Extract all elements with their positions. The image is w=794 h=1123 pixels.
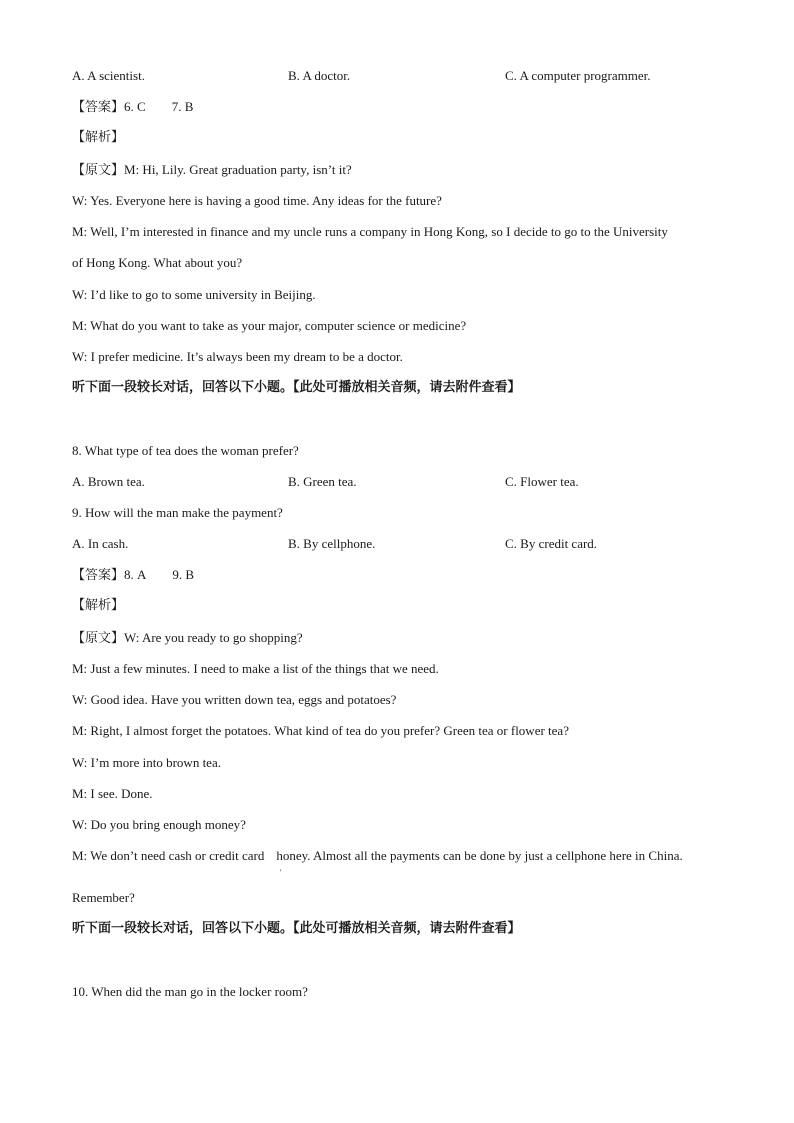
transcript-line: M: I see. Done. (72, 786, 153, 801)
answer-tag: 【答案】 (72, 568, 125, 583)
question-8: 8. What type of tea does the woman prefer? (72, 443, 299, 458)
answer-line-2 (72, 567, 194, 584)
q9-option-c: C. By credit card. (505, 536, 598, 551)
transcript-line (72, 848, 683, 864)
question-10: 10. When did the man go in the locker room? (72, 984, 308, 999)
transcript-tag: 【原文】 (72, 163, 125, 178)
transcript-line: W: Do you bring enough money? (72, 817, 246, 832)
analysis-tag: 【解析】 (72, 130, 125, 145)
q7-option-a: A. A scientist. (72, 68, 145, 83)
stray-mark: ' (280, 868, 282, 877)
answer-q9: 9. B (172, 567, 195, 582)
transcript-line: W: I prefer medicine. It’s always been my dream to be a doctor. (72, 349, 403, 364)
transcript-line: M: What do you want to take as your major, computer science or medicine? (72, 318, 467, 333)
transcript-line: M: Well, I’m interested in finance and my uncle runs a company in Hong Kong, so I decide to go to the University (72, 224, 668, 239)
listening-instruction: 听下面一段较长对话，回答以下小题。【此处可播放相关音频，请去附件查看】 (72, 380, 521, 395)
answer-q8: 8. A (124, 567, 147, 582)
q7-option-c: C. A computer programmer. (505, 68, 651, 83)
transcript-line: Remember? (72, 890, 135, 905)
q8-option-a: A. Brown tea. (72, 474, 145, 489)
transcript-line: W: Good idea. Have you written down tea, eggs and potatoes? (72, 692, 397, 707)
q9-option-a: A. In cash. (72, 536, 129, 551)
transcript-text: W: Are you ready to go shopping? (124, 630, 303, 645)
q9-option-b: B. By cellphone. (288, 536, 376, 551)
question-9: 9. How will the man make the payment? (72, 505, 283, 520)
transcript-line (72, 162, 352, 179)
transcript-text: M: Hi, Lily. Great graduation party, isn’t it? (124, 162, 352, 177)
answer-q7: 7. B (171, 99, 194, 114)
transcript-line: M: Just a few minutes. I need to make a list of the things that we need. (72, 661, 439, 676)
listening-instruction: 听下面一段较长对话，回答以下小题。【此处可播放相关音频，请去附件查看】 (72, 921, 521, 936)
transcript-line (72, 630, 303, 647)
q8-option-c: C. Flower tea. (505, 474, 579, 489)
transcript-line: W: Yes. Everyone here is having a good time. Any ideas for the future? (72, 193, 442, 208)
q8-option-b: B. Green tea. (288, 474, 357, 489)
transcript-text: honey. Almost all the payments can be done by just a cellphone here in China. (276, 848, 683, 863)
answer-q6: 6. C (124, 99, 146, 114)
transcript-line: W: I’d like to go to some university in Beijing. (72, 287, 316, 302)
transcript-line: M: Right, I almost forget the potatoes. What kind of tea do you prefer? Green tea or flower tea? (72, 723, 569, 738)
transcript-text: M: We don’t need cash or credit card (72, 848, 265, 863)
analysis-tag: 【解析】 (72, 598, 125, 613)
answer-line-1 (72, 99, 193, 116)
transcript-line: of Hong Kong. What about you? (72, 255, 243, 270)
answer-tag: 【答案】 (72, 100, 125, 115)
q7-option-b: B. A doctor. (288, 68, 351, 83)
transcript-tag: 【原文】 (72, 631, 125, 646)
transcript-line: W: I’m more into brown tea. (72, 755, 221, 770)
